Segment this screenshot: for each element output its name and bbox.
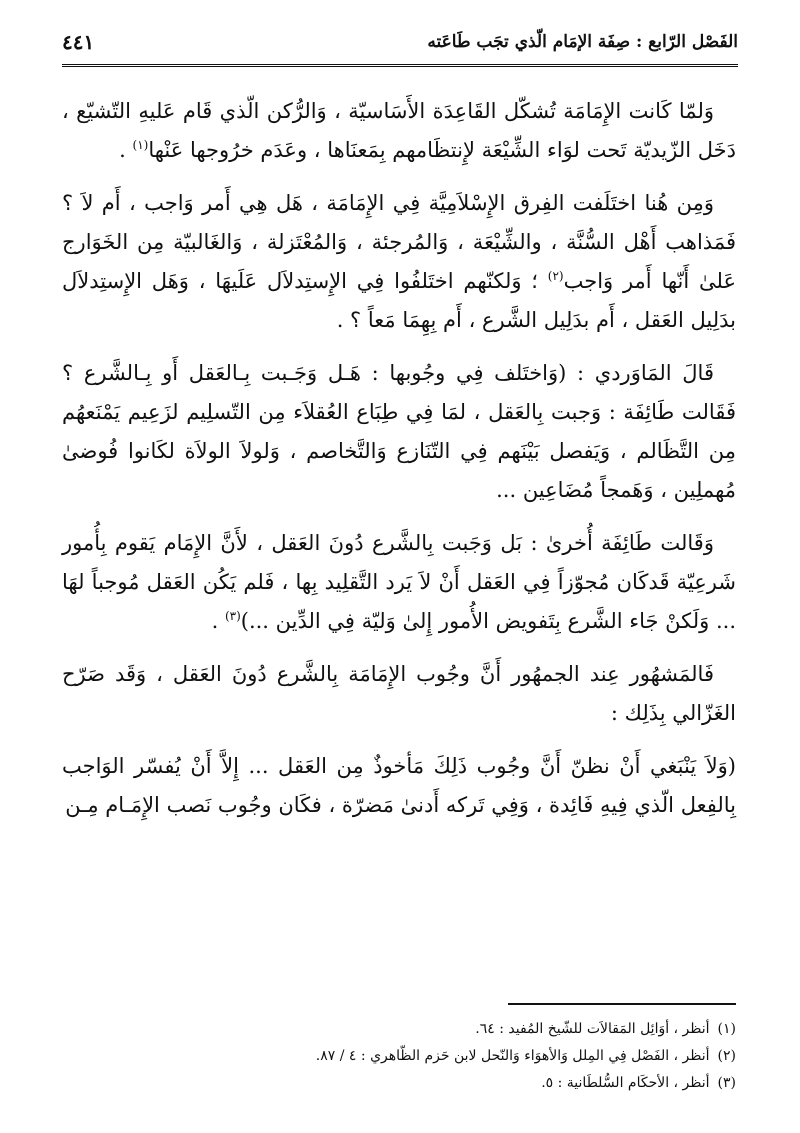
footnote-text: أنظر ، أوَائِل المَقالاَت للشّيخ المُفيد : ٦٤. <box>475 1021 710 1037</box>
paragraph: قَالَ المَاوَردي : (وَاختَلف فِي وجُوبها : هَـل وَجَـبت بِـالعَقل أَو بِـالشَّرع ؟ فَقَالت طَائِفَة : وَجبت بِالعَقل ، لمَا فِي طِبَاع العُقلاَء مِن التّسلِيم لزَعِيم يَمْنَعهُم مِن التَّظَالم ، وَيَفصل بَيْنَهم فِي التّنَازع وَالتَّخاصم ، وَلولاَ الولاَة لكَانوا فُوضىٰ مُهملِين ، وَهَمجاً مُضَاعِين ... <box>62 361 736 502</box>
paragraph: وَقَالت طَائِفَة أُخرىٰ : بَل وَجَبت بِالشَّرع دُونَ العَقل ، لأَنَّ الإِمَام يَقوم بِأُمور شَرعِيّة قَدكَان مُجوّزاً فِي العَقل أَنْ لاَ يَرد التَّقلِيد بِها ، فَلم يَكُن العَقل مُوجباً لهَا ... وَلَكنْ جَاء الشَّرع بِتَفويض الأُمور إِلىٰ وَليّة فِي الدِّين ...)$^{(٣)}$ . <box>62 531 736 633</box>
page-header <box>62 28 738 67</box>
footnote <box>62 1016 736 1043</box>
paragraph: فَالمَشهُور عِند الجمهُور أَنَّ وجُوب الإِمَامَة بِالشَّرع دُونَ العَقل ، وَقَد صَرّح الغَزّالي بِذَلِك : <box>62 662 736 725</box>
paragraph: (وَلاَ يَنْبَغي أَنْ نظنّ أَنَّ وجُوب ذَلِكَ مَأخوذٌ مِن العَقل ... إِلاَّ أَنْ يُفسّر الوَاجب بِالفِعل الّذي فِيهِ فَائِدة ، وَفِي تَركه أَدنىٰ مَضرّة ، فكَان وجُوب نَصب الإِمَـام مِـن <box>62 754 736 817</box>
footnote-text: أنظر ، الأحكَام السُّلطَانية : ٥. <box>541 1075 710 1091</box>
running-title: الفَصْل الرّابع : صِفَة الإمَام الّذي تجَب طَاعَته <box>427 32 738 52</box>
page-number: ٤٤١ <box>62 30 95 54</box>
footnotes <box>62 1016 736 1097</box>
footnote <box>62 1043 736 1070</box>
footnote-number: (٢) <box>717 1048 736 1064</box>
footnote-number: (٣) <box>717 1075 736 1091</box>
footnote-divider <box>508 1003 736 1005</box>
paragraph: وَمِن هُنا اختَلَفت الفِرق الإِسْلاَمِيَّة فِي الإِمَامَة ، هَل هِي أَمر وَاجب ، أَم لاَ ؟ فَمَذاهب أَهْل السُّنَّة ، والشِّيْعَة ، وَالمُرجئة ، وَالمُعْتَزلة ، وَالغَالبيّة مِن الخَوَارج عَلىٰ أَنّها أَمر وَاجب$^{(٢)}$ ؛ وَلكنّهم اختَلفُوا فِي الإِستِدلاَل عَلَيهَا ، وَهَل الإِستِدلاَل بدَلِيل العَقل ، أَم بدَلِيل الشَّرع ، أَم بِهِمَا مَعاً ؟ . <box>62 191 736 332</box>
footnote-number: (١) <box>717 1021 736 1037</box>
main-text <box>62 92 736 839</box>
footnote-ref[interactable]: (١) <box>132 138 149 152</box>
footnote <box>62 1070 736 1097</box>
footnote-text: أنظر ، الفَصْل فِي المِلل وَالأهوَاء وَالنّحل لابن حَزم الظّاهري : ٤ / ٨٧. <box>315 1048 710 1064</box>
paragraph: وَلمّا كَانت الإِمَامَة تُشكّل القَاعِدَة الأَسَاسيّة ، وَالرُّكن الّذي قَام عَليهِ التّشيّع ، دَخَل الزّيديّة تَحت لوَاء الشِّيْعَة لإِنتظَامهم بِمَعنَاها ، وعَدَم خرُوجها عَنْها$^{(١)}$ . <box>62 99 736 162</box>
footnote-ref[interactable]: (٢) <box>547 269 564 283</box>
footnote-ref[interactable]: (٣) <box>224 609 241 623</box>
